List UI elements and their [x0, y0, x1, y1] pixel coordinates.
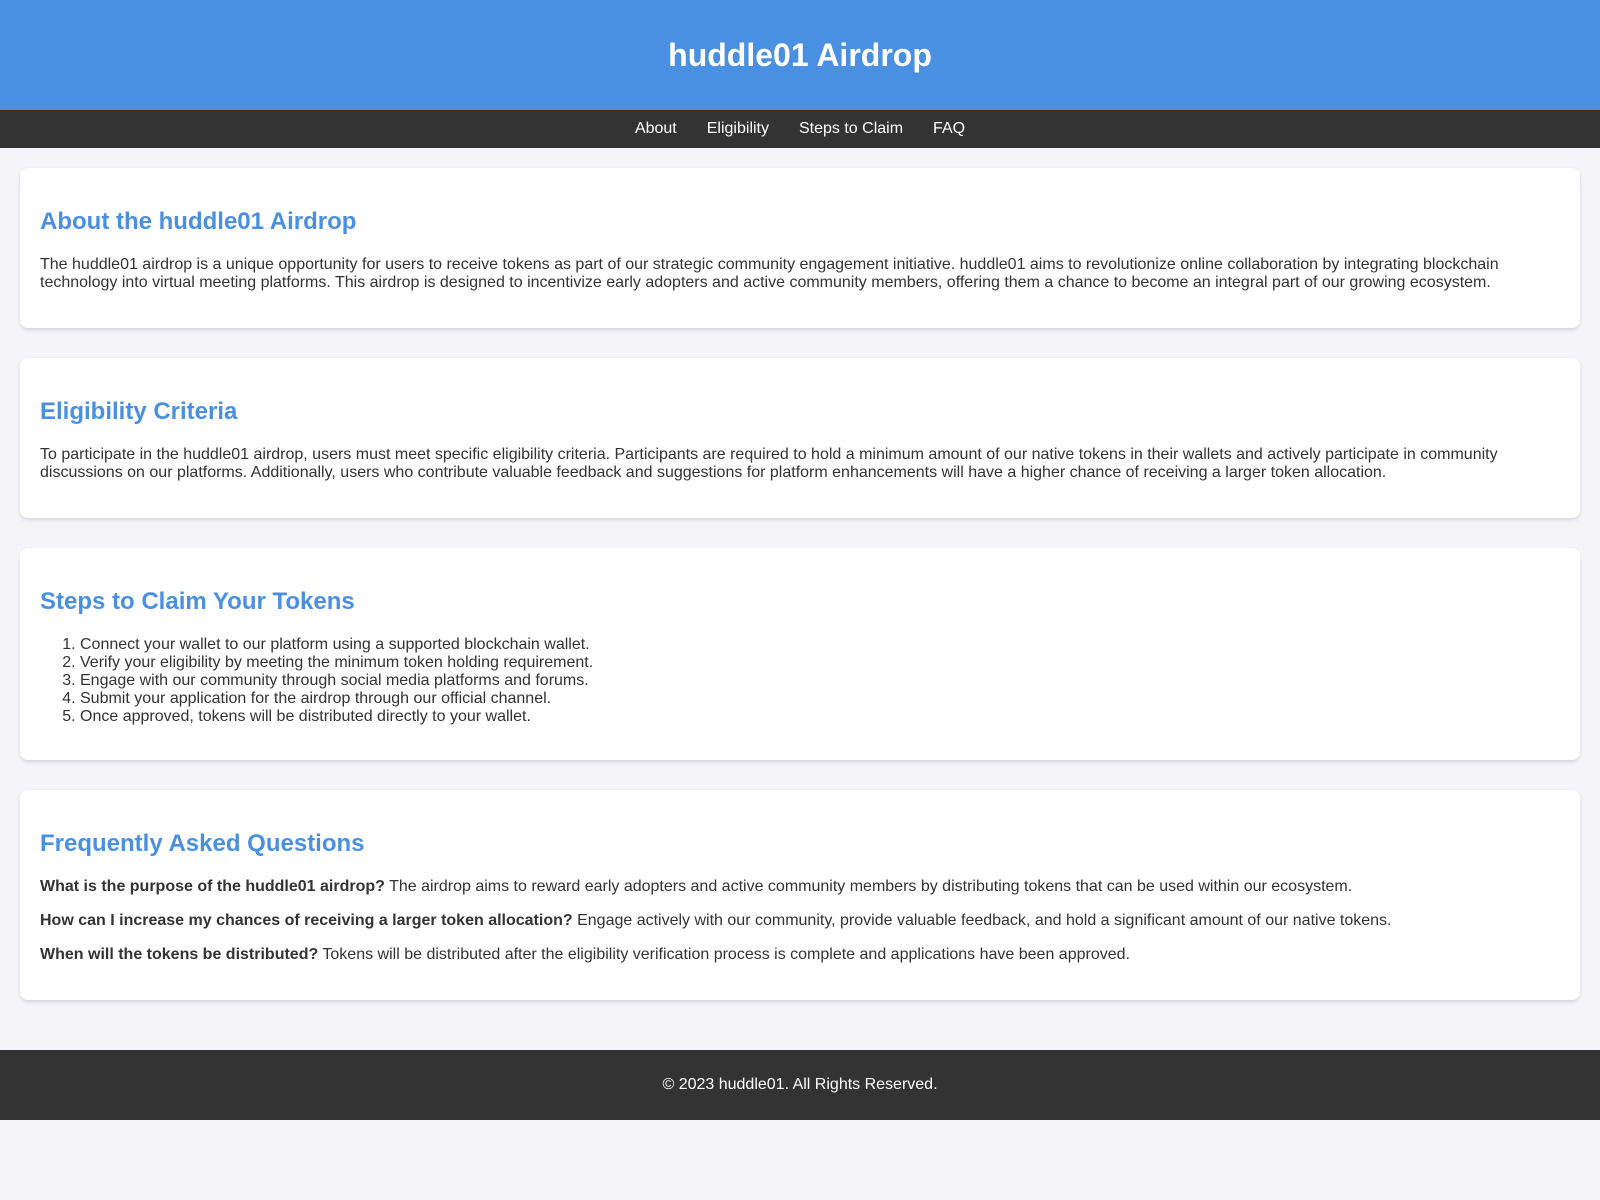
- step-item: 3. Engage with our community through social media platforms and forums.: [80, 672, 1560, 690]
- faq-section: [20, 790, 1580, 1000]
- step-item: 4. Submit your application for the airdrop through our official channel.: [80, 690, 1560, 708]
- steps-list: [40, 636, 1560, 726]
- faq-question: When will the tokens be distributed?: [40, 946, 319, 963]
- faq-answer: Tokens will be distributed after the eligibility verification process is complete and applications have been approved.: [322, 946, 1130, 963]
- footer-copyright: © 2023 huddle01. All Rights Reserved.: [662, 1076, 938, 1093]
- step-item: 2. Verify your eligibility by meeting the minimum token holding requirement.: [80, 654, 1560, 672]
- faq-answer: The airdrop aims to reward early adopters and active community members by distributing tokens that can be used within our ecosystem.: [389, 878, 1353, 895]
- step-item: 1. Connect your wallet to our platform using a supported blockchain wallet.: [80, 636, 1560, 654]
- step-item: 5. Once approved, tokens will be distributed directly to your wallet.: [80, 708, 1560, 726]
- about-heading: About the huddle01 Airdrop: [40, 208, 357, 235]
- about-text: The huddle01 airdrop is a unique opportunity for users to receive tokens as part of our strategic community engagement initiative. huddle01 aims to revolutionize online collaboration by integrating blockchain technology into virtual meeting platforms. This airdrop is designed to incentivize early adopters and active community members, offering them a chance to become an integral part of our growing ecosystem.: [40, 256, 1499, 291]
- faq-question: What is the purpose of the huddle01 airdrop?: [40, 878, 385, 895]
- nav-link-about[interactable]: About: [634, 120, 677, 137]
- main-content: [0, 168, 1600, 1000]
- nav-link-faq[interactable]: FAQ: [933, 120, 966, 137]
- nav-link-eligibility[interactable]: Eligibility: [706, 120, 769, 137]
- site-footer: [0, 1050, 1600, 1120]
- eligibility-heading: Eligibility Criteria: [40, 398, 238, 425]
- site-header: [0, 0, 1600, 110]
- about-section: [20, 168, 1580, 328]
- faq-item: [40, 912, 1560, 930]
- main-nav: [0, 110, 1600, 148]
- nav-link-steps-to-claim[interactable]: Steps to Claim: [799, 120, 904, 137]
- faq-heading: Frequently Asked Questions: [40, 830, 365, 857]
- steps-section: [20, 548, 1580, 760]
- faq-item: [40, 946, 1560, 964]
- steps-heading: Steps to Claim Your Tokens: [40, 588, 355, 615]
- eligibility-section: [20, 358, 1580, 518]
- faq-question: How can I increase my chances of receiving a larger token allocation?: [40, 912, 573, 929]
- site-title: huddle01 Airdrop: [668, 36, 932, 73]
- eligibility-text: To participate in the huddle01 airdrop, users must meet specific eligibility criteria. Participants are required to hold a minimum amount of our native tokens in their wallets and actively participate in community discussions on our platforms. Additionally, users who contribute valuable feedback and suggestions for platform enhancements will have a higher chance of receiving a larger token allocation.: [40, 446, 1498, 481]
- faq-item: [40, 878, 1560, 896]
- faq-answer: Engage actively with our community, provide valuable feedback, and hold a significant amount of our native tokens.: [577, 912, 1392, 929]
